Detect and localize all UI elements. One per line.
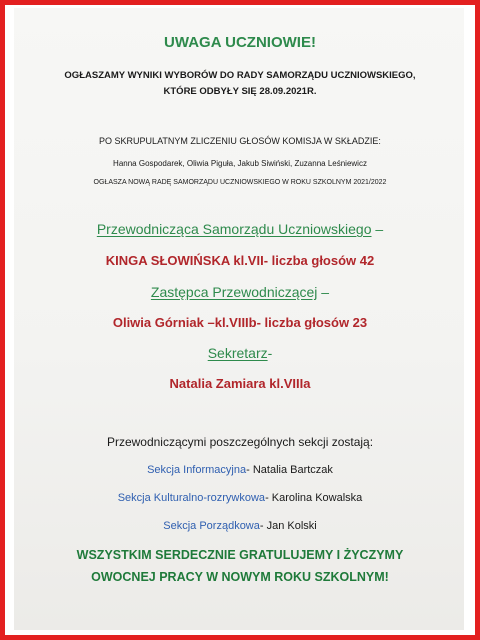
president-winner: KINGA SŁOWIŃSKA kl.VII- liczba głosów 42 (105, 253, 375, 268)
section-person-2: - Karolina Kowalska (265, 492, 363, 504)
sections-header: Przewodniczącymi poszczególnych sekcji zostają: (106, 435, 374, 449)
announce-line: OGŁASZA NOWĄ RADĘ SAMORZĄDU UCZNIOWSKIEGO W ROKU SZKOLNYM 2021/2022 (93, 179, 387, 186)
section-row-2 (0, 492, 480, 504)
count-line: PO SKRUPULATNYM ZLICZENIU GŁOSÓW KOMISJA W SKŁADZIE: (99, 136, 381, 146)
closing-line-2: OWOCNEJ PRACY W NOWYM ROKU SZKOLNYM! (91, 570, 389, 584)
president-role-line (0, 221, 480, 237)
section-row-3 (0, 520, 480, 532)
president-dash: – (371, 221, 384, 237)
intro-line-1: OGŁASZAMY WYNIKI WYBORÓW DO RADY SAMORZĄDU UCZNIOWSKIEGO, (64, 70, 416, 81)
closing-line-1: WSZYSTKIM SERDECZNIE GRATULUJEMY I ŻYCZYMY (76, 548, 404, 562)
secretary-role-line (0, 345, 480, 361)
secretary-winner: Natalia Zamiara kl.VIIIa (169, 376, 311, 391)
president-role: Przewodnicząca Samorządu Uczniowskiego (96, 221, 372, 237)
section-name-2: Sekcja Kulturalno-rozrywkowa (117, 492, 266, 504)
deputy-dash: – (317, 284, 330, 300)
commission-members: Hanna Gospodarek, Oliwia Piguła, Jakub Siwiński, Zuzanna Leśniewicz (113, 159, 367, 168)
secretary-role: Sekretarz (207, 345, 268, 361)
page-title: UWAGA UCZNIOWIE! (164, 34, 316, 51)
section-person-3: - Jan Kolski (259, 520, 317, 532)
section-name-3: Sekcja Porządkowa (163, 520, 260, 532)
deputy-role-line (0, 284, 480, 300)
intro-line-2: KTÓRE ODBYŁY SIĘ 28.09.2021R. (163, 86, 317, 97)
section-name-1: Sekcja Informacyjna (147, 464, 247, 476)
section-person-1: - Natalia Bartczak (246, 464, 333, 476)
deputy-winner: Oliwia Górniak –kl.VIIIb- liczba głosów 23 (112, 315, 368, 330)
section-row-1 (0, 464, 480, 476)
deputy-role: Zastępca Przewodniczącej (150, 284, 318, 300)
secretary-dash: - (267, 345, 273, 361)
